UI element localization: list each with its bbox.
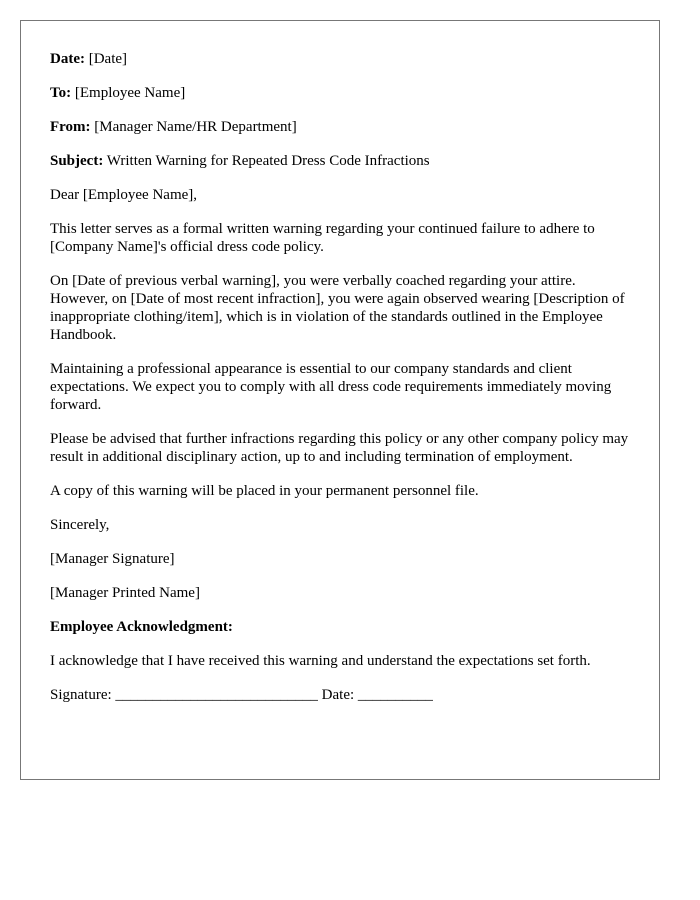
to-line <box>50 84 630 102</box>
manager-printed-name: [Manager Printed Name] <box>50 585 200 601</box>
to-label: To: <box>50 85 72 101</box>
body-paragraph: Maintaining a professional appearance is essential to our company standards and client expectations. We expect you to comply with all dress code requirements immediately moving forward. <box>50 361 612 413</box>
subject-line <box>50 152 630 170</box>
from-line <box>50 118 630 136</box>
from-value: [Manager Name/HR Department] <box>90 119 297 135</box>
date-label: Date: <box>50 51 85 67</box>
from-label: From: <box>50 119 91 135</box>
manager-signature: [Manager Signature] <box>50 551 175 567</box>
signature-date-line: Signature: ___________________________ Date: __________ <box>50 687 433 703</box>
sign-off: Sincerely, <box>50 517 110 533</box>
subject-label: Subject: <box>50 153 104 169</box>
body-paragraph: This letter serves as a formal written warning regarding your continued failure to adhere to [Company Name]'s official dress code policy. <box>50 221 595 255</box>
body-paragraph: Please be advised that further infractions regarding this policy or any other company policy may result in additional disciplinary action, up to and including termination of employment. <box>50 431 629 465</box>
acknowledgment-statement: I acknowledge that I have received this warning and understand the expectations set forth. <box>50 653 591 669</box>
body-paragraph: On [Date of previous verbal warning], you were verbally coached regarding your attire. However, on [Date of most recent infraction], you were again observed wearing [Description of inappropriate clothing/item], which is in violation of the standards outlined in the Employee Handbook. <box>50 273 625 343</box>
to-value: [Employee Name] <box>71 85 186 101</box>
acknowledgment-heading: Employee Acknowledgment: <box>50 619 233 635</box>
date-line <box>50 50 630 68</box>
warning-letter <box>20 20 660 780</box>
body-paragraph: A copy of this warning will be placed in your permanent personnel file. <box>50 483 479 499</box>
date-value: [Date] <box>84 51 128 67</box>
subject-value: Written Warning for Repeated Dress Code Infractions <box>103 153 430 169</box>
salutation: Dear [Employee Name], <box>50 187 198 203</box>
